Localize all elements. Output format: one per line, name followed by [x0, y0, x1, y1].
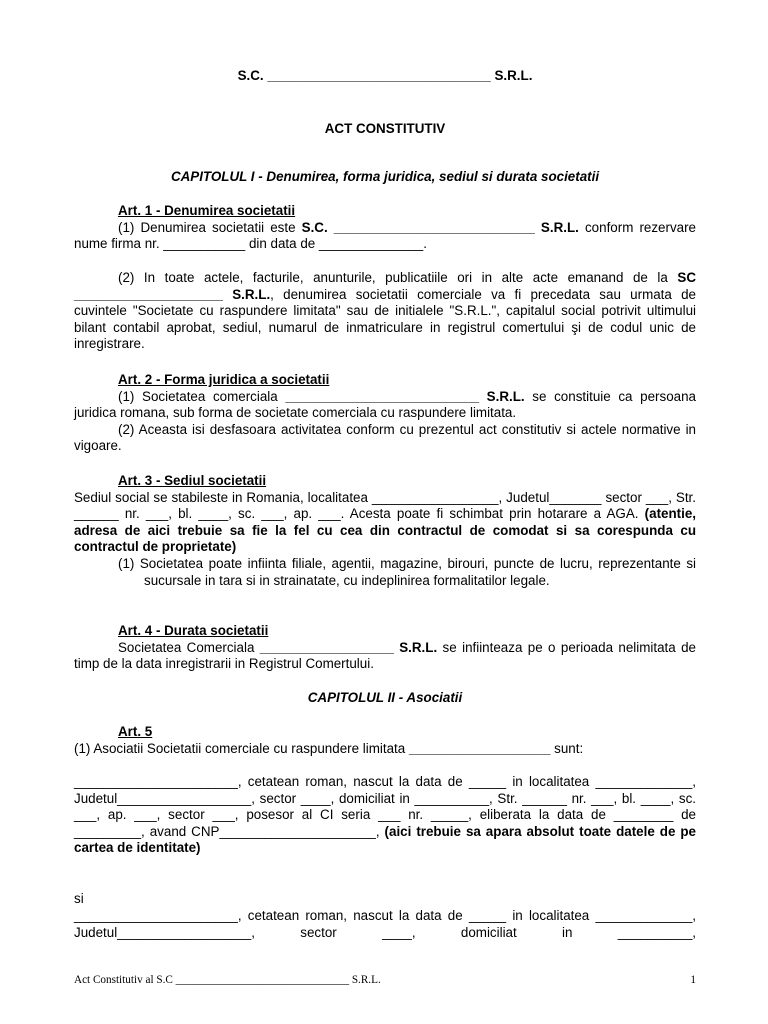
article-2-paragraph-1: (1) Societatea comerciala __________________________ S.R.L. se constituie ca persoana juridica romana, sub forma de societate comerciala cu raspundere limitata.	[74, 388, 696, 421]
article-2-paragraph-2: (2) Aceasta isi desfasoara activitatea conform cu prezentul act constitutiv si actele normative in vigoare.	[74, 421, 696, 454]
document-title: ACT CONSTITUTIV	[324, 121, 446, 136]
article-2-heading: Art. 2 - Forma juridica a societatii	[118, 372, 330, 387]
chapter-2-title: CAPITOLUL II - Asociatii	[307, 690, 463, 705]
article-2	[74, 372, 696, 455]
article-4-paragraph-1: Societatea Comerciala __________________ S.R.L. se infiinteaza pe o perioada nelimitata de timp de la data inregistrarii in Registrul Comertului.	[74, 639, 696, 672]
article-5	[74, 724, 696, 757]
associate-1-details: ______________________, cetatean roman, nascut la data de _____ in localitatea _____________, Judetul__________________, sector ____, domiciliat in __________, Str. ______ nr. ___, bl. ____, sc. ___, ap. ___, sector ___, posesor al CI seria ___ nr. _____, eliberata la data de ________ de _________, avand CNP_____________________, (aici trebuie sa apara absolut toate datele de pe cartea de identitate)	[74, 774, 696, 856]
page-footer	[74, 972, 696, 989]
article-5-paragraph-1: (1) Asociatii Societatii comerciale cu raspundere limitata ___________________ sunt:	[74, 740, 584, 756]
article-1	[74, 203, 696, 253]
article-3	[74, 473, 696, 589]
article-4-heading: Art. 4 - Durata societatii	[118, 623, 269, 638]
article-5-heading: Art. 5	[118, 724, 153, 739]
article-4	[74, 623, 696, 673]
article-1-heading: Art. 1 - Denumirea societatii	[118, 203, 296, 218]
article-1-paragraph-1: (1) Denumirea societatii este S.C. ___________________________ S.R.L. conform rezervare nume firma nr. ___________ din data de ______________.	[74, 219, 696, 252]
article-1-paragraph-2: (2) In toate actele, facturile, anunturile, publicatiile ori in alte acte emanand de la SC ____________________ S.R.L., denumirea societatii comerciale va fi precedata sau urmata de cuvintele "Societate cu raspundere limitata" sau de initialele "S.R.L.", capitalul social potrivit ultimului bilant contabil aprobat, sediul, numarul de inmatriculare in registrul comertului şi de codul unic de inregistrare.	[74, 270, 697, 352]
article-3-paragraph-2: (1) Societatea poate infiinta filiale, agentii, magazine, birouri, puncte de lucru, reprezentante si sucursale in tara si in strainatate, cu indeplinirea formalitatilor legale.	[118, 555, 696, 588]
footer-text: Act Constitutiv al S.C _______________________________ S.R.L.	[74, 974, 381, 986]
conjunction-si: si	[74, 891, 84, 906]
chapter-1-title: CAPITOLUL I - Denumirea, forma juridica, sediul si durata societatii	[170, 169, 600, 184]
associate-2-details: ______________________, cetatean roman, nascut la data de _____ in localitatea _____________, Judetul__________________, sector ____, domiciliat in __________,	[74, 908, 696, 940]
article-3-paragraph-1: Sediul social se stabileste in Romania, localitatea _________________, Judetul_______ sector ___, Str. ______ nr. ___, bl. ____, sc. ___, ap. ___. Acesta poate fi schimbat prin hotarare a AGA. (atentie, adresa de aici trebuie sa fie la fel cu cea din contractul de comodat si sa corespunda cu contractul de proprietate)	[74, 489, 696, 555]
article-3-heading: Art. 3 - Sediul societatii	[118, 473, 267, 488]
page-number: 1	[690, 974, 696, 986]
company-name-line: S.C. ______________________________ S.R.L.	[237, 68, 533, 83]
